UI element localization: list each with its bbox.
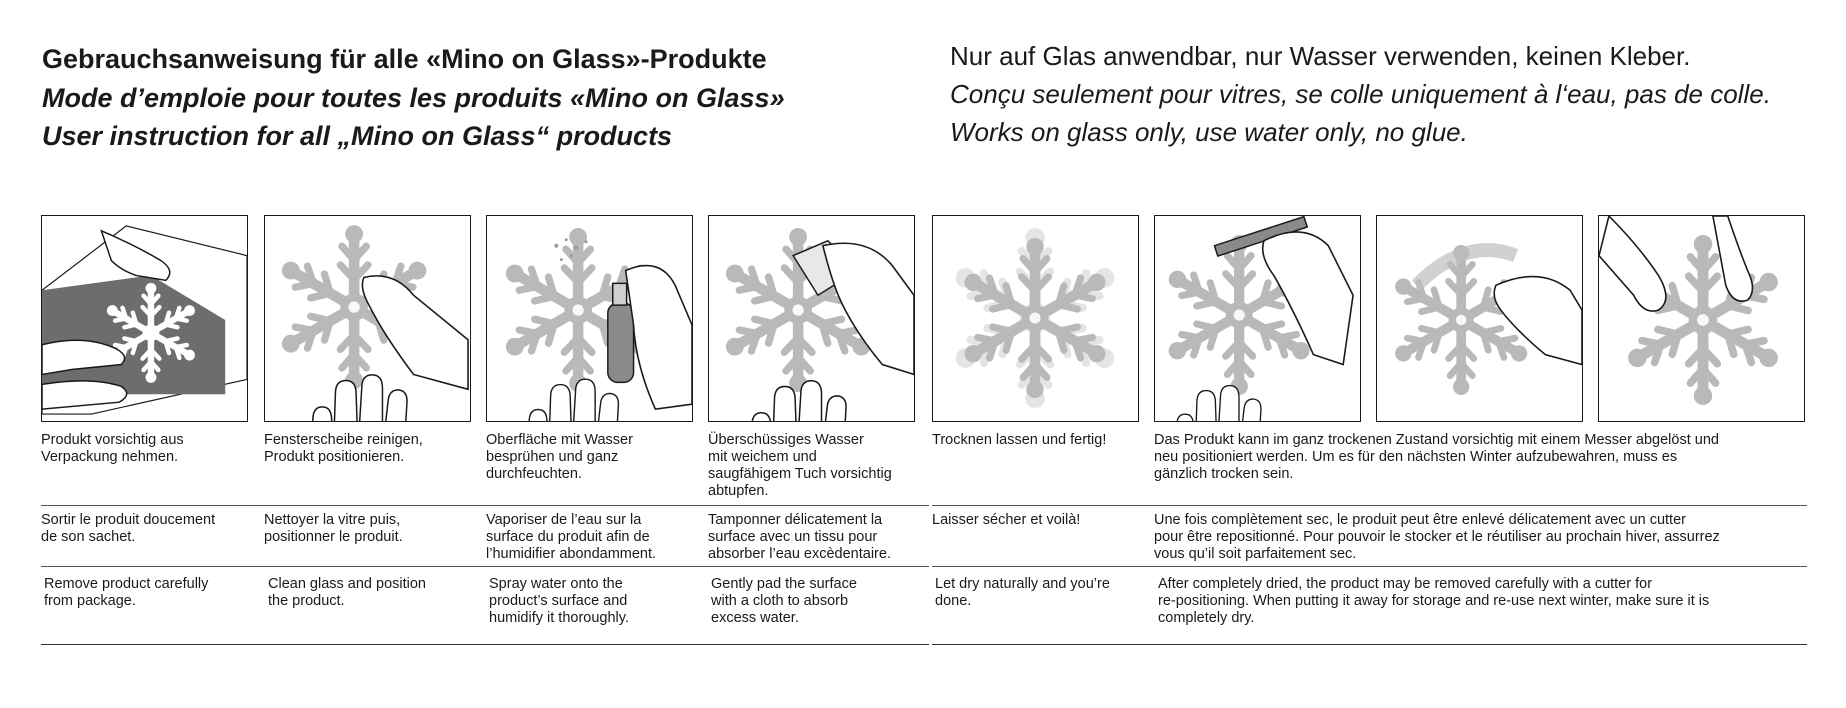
- removal-caption-english: After completely dried, the product may be removed carefully with a cutter for re-positioning. When putting it away for storage and re-use next winter, make sure it is completely dry.: [1158, 576, 1710, 626]
- snowflake-cutter-illustration: [1154, 215, 1361, 422]
- step-1-caption-english: Remove product carefully from package.: [44, 576, 209, 609]
- title-french: Mode d’emploie pour toutes les produits «Mino on Glass»: [42, 83, 785, 113]
- divider: [41, 566, 929, 567]
- snowflake-spray-illustration: [486, 215, 693, 422]
- step-3-caption-german: Oberfläche mit Wasser besprühen und ganz durchfeuchten.: [486, 432, 633, 482]
- step-5-caption-french: Laisser sécher et voilà!: [932, 512, 1081, 528]
- note-english: Works on glass only, use water only, no glue.: [950, 117, 1468, 147]
- step-1-caption-french: Sortir le produit doucement de son sachet.: [41, 512, 216, 545]
- step-4-caption-english: Gently pad the surface with a cloth to absorb excess water.: [711, 576, 857, 626]
- removal-caption-french: Une fois complètement sec, le produit peut être enlevé délicatement avec un cutter pour être repositionné. Pour pouvoir le stocker et le réutiliser au prochain hiver, assurrez vous qu’il soit parfaitement sec.: [1154, 512, 1720, 562]
- note-german: Nur auf Glas anwendbar, nur Wasser verwenden, keinen Kleber.: [950, 41, 1691, 71]
- step-3-caption-french: Vaporiser de l’eau sur la surface du produit afin de l’humidifier abondamment.: [486, 512, 657, 562]
- divider: [41, 505, 929, 506]
- divider: [932, 566, 1807, 567]
- title-german: Gebrauchsanweisung für alle «Mino on Glass»-Produkte: [42, 44, 767, 74]
- snowflake-hold-illustration: [1598, 215, 1805, 422]
- snowflake-peel-illustration: [1376, 215, 1583, 422]
- step-2-caption-german: Fensterscheibe reinigen, Produkt positionieren.: [264, 432, 423, 465]
- snowflake-position-illustration: [264, 215, 471, 422]
- step-3-caption-english: Spray water onto the product’s surface and humidify it thoroughly.: [489, 576, 629, 626]
- snowflake-dab-illustration: [708, 215, 915, 422]
- removal-caption-german: Das Produkt kann im ganz trockenen Zustand vorsichtig mit einem Messer abgelöst und neu positioniert werden. Um es für den nächsten Winter aufzubewahren, muss es gänzlich trocken sein.: [1154, 432, 1719, 482]
- snowflake-unpack-illustration: [41, 215, 248, 422]
- divider: [932, 644, 1807, 645]
- step-2-caption-english: Clean glass and position the product.: [268, 576, 426, 609]
- step-4-caption-french: Tamponner délicatement la surface avec un tissu pour absorber l’eau excèdentaire.: [708, 512, 891, 562]
- snowflake-dry-illustration: [932, 215, 1139, 422]
- step-4-caption-german: Überschüssiges Wasser mit weichem und saugfähigem Tuch vorsichtig abtupfen.: [708, 432, 892, 499]
- divider: [932, 505, 1807, 506]
- step-5-caption-english: Let dry naturally and you’re done.: [935, 576, 1110, 609]
- divider: [41, 644, 929, 645]
- step-5-caption-german: Trocknen lassen und fertig!: [932, 432, 1107, 448]
- step-2-caption-french: Nettoyer la vitre puis, positionner le produit.: [264, 512, 403, 545]
- note-french: Conçu seulement pour vitres, se colle uniquement à l‘eau, pas de colle.: [950, 79, 1771, 109]
- step-1-caption-german: Produkt vorsichtig aus Verpackung nehmen.: [41, 432, 184, 465]
- title-english: User instruction for all „Mino on Glass“ products: [42, 121, 673, 151]
